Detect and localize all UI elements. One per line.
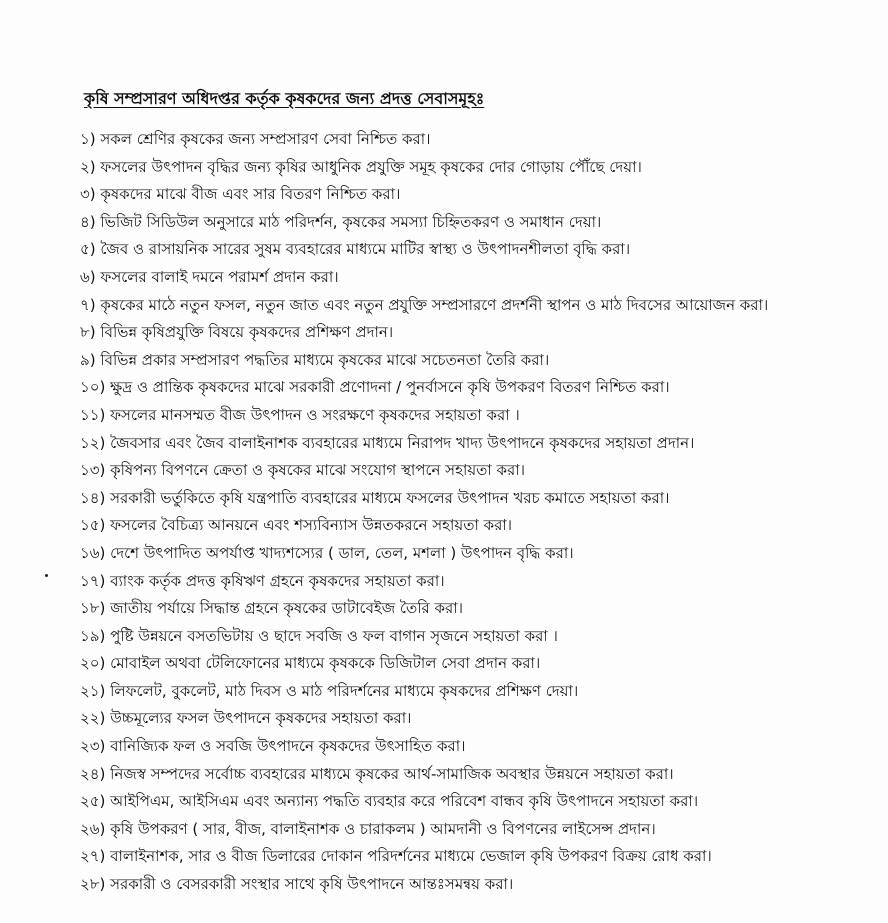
list-item: ৮) বিভিন্ন কৃষিপ্রযুক্তি বিষয়ে কৃষকদের প্রশিক্ষণ প্রদান। (80, 323, 394, 342)
list-item: ৫) জৈব ও রাসায়নিক সারের সুষম ব্যবহারের মাধ্যমে মাটির স্বাস্থ্য ও উৎপাদনশীলতা বৃদ্ধি করা। (80, 240, 631, 259)
list-item: ১১) ফসলের মানসম্মত বীজ উৎপাদন ও সংরক্ষণে কৃষকদের সহায়তা করা । (80, 405, 520, 424)
list-item: ২০) মোবাইল অথবা টেলিফোনের মাধ্যমে কৃষককে ডিজিটাল সেবা প্রদান করা। (80, 654, 541, 673)
list-item: ১৮) জাতীয় পর্যায়ে সিদ্ধান্ত গ্রহনে কৃষকের ডাটাবেইজ তৈরি করা। (80, 599, 464, 618)
list-item: ২৫) আইপিএম, আইসিএম এবং অন্যান্য পদ্ধতি ব্যবহার করে পরিবেশ বান্ধব কৃষি উৎপাদনে সহায়তা করা। (80, 792, 699, 811)
list-item: ২২) উচ্চমূল্যের ফসল উৎপাদনে কৃষকদের সহায়তা করা। (80, 709, 412, 728)
list-item: ১২) জৈবসার এবং জৈব বালাইনাশক ব্যবহারের মাধ্যমে নিরাপদ খাদ্য উৎপাদনে কৃষকদের সহায়তা প্রদান। (80, 433, 695, 452)
list-item: ১৪) সরকারী ভর্তুকিতে কৃষি যন্ত্রপাতি ব্যবহারের মাধ্যমে ফসলের উৎপাদন খরচ কমাতে সহায়তা করা। (80, 488, 670, 507)
list-item: ১) সকল শ্রেণির কৃষকের জন্য সম্প্রসারণ সেবা নিশ্চিত করা। (80, 130, 431, 148)
document-title: কৃষি সম্প্রসারণ অধিদপ্তর কর্তৃক কৃষকদের জন্য প্রদত্ত সেবাসমূহঃ (84, 89, 485, 108)
list-item: ১৬) দেশে উৎপাদিত অপর্যাপ্ত খাদ্যশস্যের ( ডাল, তেল, মশলা ) উৎপাদন বৃদ্ধি করা। (80, 543, 574, 562)
list-item: ২১) লিফলেট, বুকলেট, মাঠ দিবস ও মাঠ পরিদর্শনের মাধ্যমে কৃষকদের প্রশিক্ষণ দেয়া। (80, 681, 579, 700)
list-item: ৪) ভিজিট সিডিউল অনুসারে মাঠ পরিদর্শন, কৃষকের সমস্যা চিহ্নিতকরণ ও সমাধান দেয়া। (80, 212, 602, 231)
list-item: ১৫) ফসলের বৈচিত্র্য আনয়নে এবং শস্যবিন্যাস উন্নতকরনে সহায়তা করা। (80, 516, 513, 535)
stray-mark (45, 574, 48, 577)
list-item: ২৮) সরকারী ও বেসরকারী সংস্থার সাথে কৃষি উৎপাদনে আন্তঃসমন্বয় করা। (80, 875, 514, 894)
list-item: ২৪) নিজস্ব সম্পদের সর্বোচ্চ ব্যবহারের মাধ্যমে কৃষকের আর্থ-সামাজিক অবস্থার উন্নয়নে সহায়তা করা। (80, 764, 674, 783)
list-item: ৬) ফসলের বালাই দমনে পরামর্শ প্রদান করা। (80, 267, 339, 286)
list-item: ৭) কৃষকের মাঠে নতুন ফসল, নতুন জাত এবং নতুন প্রযুক্তি সম্প্রসারণে প্রদর্শনী স্থাপন ও মাঠ দিবসের আয়োজন করা। (80, 295, 769, 314)
list-item: ১০) ক্ষুদ্র ও প্রান্তিক কৃষকদের মাঝে সরকারী প্রণোদনা / পুনর্বাসনে কৃষি উপকরণ বিতরণ নিশ্চিত করা। (80, 378, 670, 397)
list-item: ৩) কৃষকদের মাঝে বীজ এবং সার বিতরণ নিশ্চিত করা। (80, 185, 401, 204)
list-item: ২৭) বালাইনাশক, সার ও বীজ ডিলারের দোকান পরিদর্শনের মাধ্যমে ভেজাল কৃষি উপকরণ বিক্রয় রোধ করা। (80, 847, 712, 866)
list-item: ৯) বিভিন্ন প্রকার সম্প্রসারণ পদ্ধতির মাধ্যমে কৃষকের মাঝে সচেতনতা তৈরি করা। (80, 350, 550, 369)
list-item: ২৬) কৃষি উপকরণ ( সার, বীজ, বালাইনাশক ও চারাকলম ) আমদানী ও বিপণনের লাইসেন্স প্রদান। (80, 819, 656, 838)
list-item: ২) ফসলের উৎপাদন বৃদ্ধির জন্য কৃষির আধুনিক প্রযুক্তি সমূহ কৃষকের দোর গোড়ায় পৌঁছে দেয়া। (80, 157, 642, 176)
list-item: ১৯) পুষ্টি উন্নয়নে বসতভিটায় ও ছাদে সবজি ও ফল বাগান সৃজনে সহায়তা করা । (80, 626, 558, 645)
list-item: ১৭) ব্যাংক কর্তৃক প্রদত্ত কৃষিঋণ গ্রহনে কৃষকদের সহায়তা করা। (80, 571, 445, 590)
services-list (80, 126, 880, 899)
list-item: ২৩) বানিজ্যিক ফল ও সবজি উৎপাদনে কৃষকদের উৎসাহিত করা। (80, 737, 466, 756)
list-item: ১৩) কৃষিপন্য বিপণনে ক্রেতা ও কৃষকের মাঝে সংযোগ স্থাপনে সহায়তা করা। (80, 461, 525, 480)
